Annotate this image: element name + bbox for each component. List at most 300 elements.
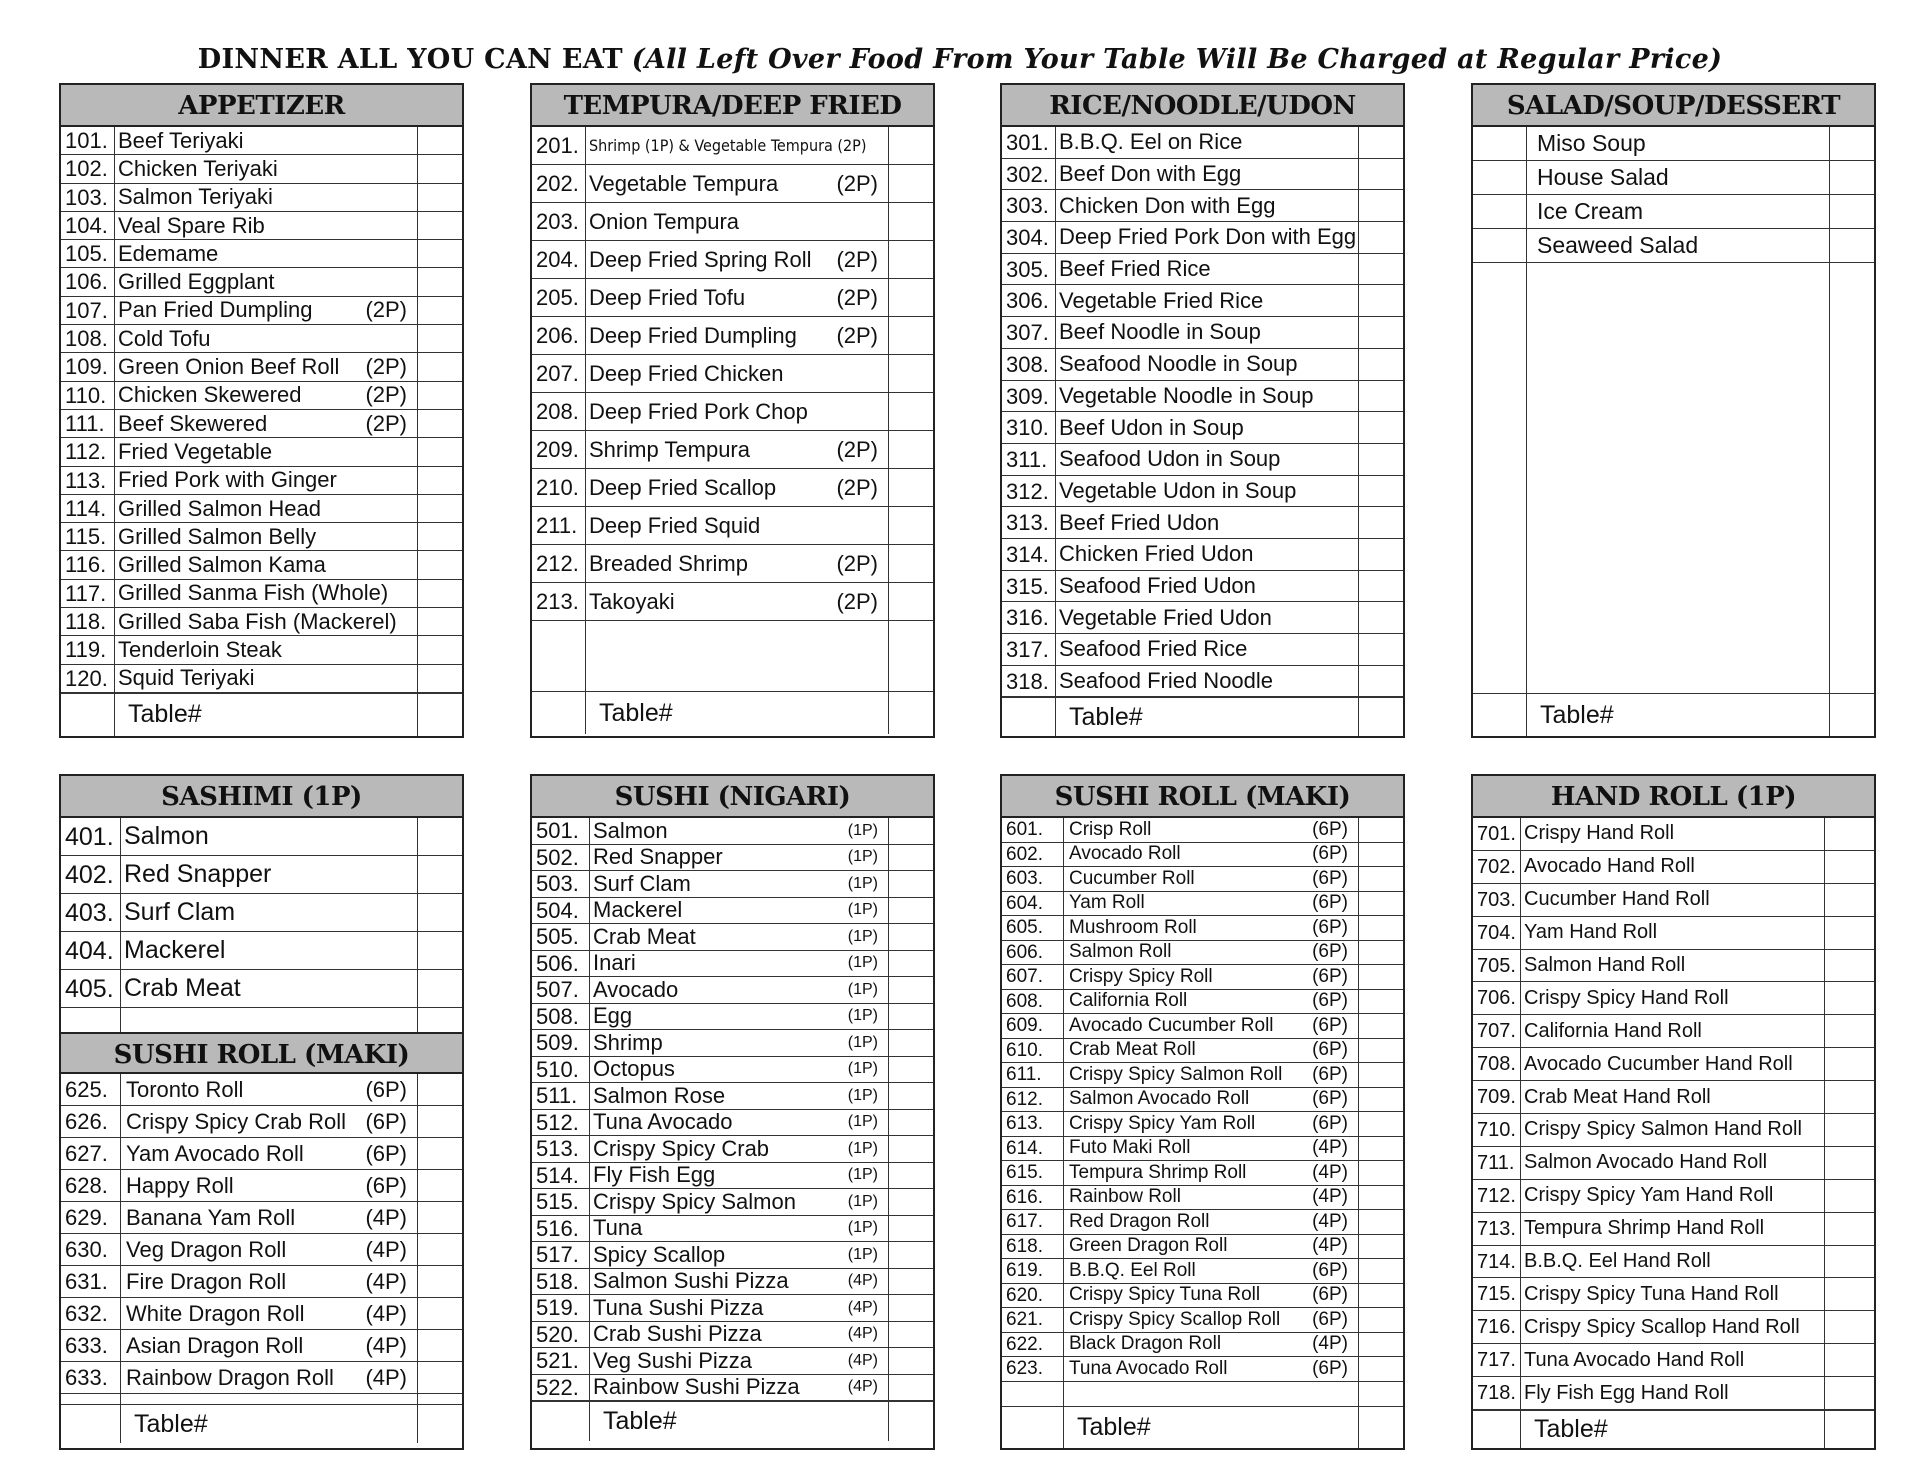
table-number-label[interactable]: Table#	[1069, 702, 1143, 731]
quantity-box[interactable]	[1824, 982, 1874, 1014]
item-number: 202.	[532, 165, 586, 202]
quantity-box[interactable]	[888, 1030, 933, 1056]
quantity-box[interactable]	[1824, 1180, 1874, 1212]
quantity-box[interactable]	[888, 924, 933, 950]
item-number: 520.	[532, 1322, 590, 1348]
menu-item-row	[1002, 317, 1403, 349]
salad-soup-dessert-panel	[1471, 83, 1876, 738]
table-number-label[interactable]: Table#	[599, 698, 673, 727]
quantity-box[interactable]	[417, 495, 462, 522]
item-name: Red Snapper	[124, 860, 272, 888]
menu-item-row	[1002, 1014, 1403, 1039]
quantity-box[interactable]	[888, 431, 933, 468]
item-portion: (2P)	[365, 297, 407, 323]
menu-item-row	[61, 325, 462, 353]
tempura-items	[532, 127, 933, 621]
menu-item-row	[1002, 843, 1403, 868]
table-number-box[interactable]	[1358, 698, 1403, 736]
quantity-box[interactable]	[1824, 818, 1874, 850]
table-number-box[interactable]	[417, 694, 462, 736]
item-name-cell	[121, 1234, 417, 1265]
menu-item-row	[532, 355, 933, 393]
item-number: 115.	[61, 523, 115, 550]
quantity-box[interactable]	[1824, 1311, 1874, 1343]
quantity-box[interactable]	[1358, 254, 1403, 285]
item-name-cell	[115, 240, 417, 267]
quantity-box[interactable]	[1358, 412, 1403, 443]
quantity-box[interactable]	[1358, 1063, 1403, 1087]
item-name: Tempura Shrimp Roll	[1069, 1161, 1247, 1183]
menu-item-row	[61, 1170, 462, 1202]
item-name-cell	[590, 898, 888, 924]
item-name: Beef Noodle in Soup	[1059, 319, 1261, 345]
menu-item-row	[532, 203, 933, 241]
item-number: 707.	[1473, 1015, 1521, 1047]
item-name-cell	[1521, 1048, 1824, 1080]
quantity-box[interactable]	[1358, 1284, 1403, 1308]
quantity-box[interactable]	[888, 279, 933, 316]
table-number-box[interactable]	[888, 692, 933, 734]
maki_left-items	[61, 1074, 462, 1394]
item-name: Tuna Avocado Roll	[1069, 1357, 1228, 1379]
item-name: Crispy Spicy Salmon Roll	[1069, 1063, 1283, 1085]
quantity-box[interactable]	[417, 212, 462, 239]
quantity-box[interactable]	[1358, 317, 1403, 348]
quantity-box[interactable]	[417, 1298, 462, 1329]
table-number-box[interactable]	[888, 1402, 933, 1441]
item-name: Shrimp (1P) & Vegetable Tempura (2P)	[589, 136, 867, 155]
quantity-box[interactable]	[1824, 1344, 1874, 1376]
quantity-box[interactable]	[1829, 127, 1874, 160]
quantity-box[interactable]	[1358, 1137, 1403, 1161]
quantity-box[interactable]	[1358, 222, 1403, 253]
quantity-box[interactable]	[1358, 1210, 1403, 1234]
quantity-box[interactable]	[1358, 507, 1403, 538]
quantity-box[interactable]	[888, 165, 933, 202]
menu-item-row	[532, 1295, 933, 1322]
item-number: 103.	[61, 184, 115, 211]
quantity-box[interactable]	[417, 467, 462, 494]
item-name: Red Dragon Roll	[1069, 1210, 1210, 1232]
menu-item-row	[532, 1216, 933, 1243]
quantity-box[interactable]	[1358, 941, 1403, 965]
quantity-box[interactable]	[417, 608, 462, 635]
item-name-cell	[115, 608, 417, 635]
quantity-box[interactable]	[1358, 843, 1403, 867]
item-name: Crab Meat	[593, 924, 696, 949]
quantity-box[interactable]	[888, 1242, 933, 1268]
quantity-box[interactable]	[888, 127, 933, 164]
quantity-box[interactable]	[888, 203, 933, 240]
menu-item-row	[1002, 412, 1403, 444]
quantity-box[interactable]	[417, 551, 462, 578]
menu-item-row	[532, 469, 933, 507]
menu-item-row	[532, 845, 933, 872]
menu-item-row	[532, 1083, 933, 1110]
quantity-box[interactable]	[1824, 884, 1874, 916]
item-portion: (4P)	[1312, 1137, 1348, 1159]
quantity-box[interactable]	[1358, 127, 1403, 158]
menu-item-row	[1002, 1063, 1403, 1088]
quantity-box[interactable]	[1358, 1112, 1403, 1136]
item-number: 509.	[532, 1030, 590, 1056]
quantity-box[interactable]	[1358, 602, 1403, 633]
quantity-box[interactable]	[888, 1189, 933, 1215]
quantity-box[interactable]	[1358, 1088, 1403, 1112]
item-name: Beef Fried Rice	[1059, 256, 1211, 282]
item-name: Edemame	[118, 240, 219, 266]
quantity-box[interactable]	[417, 1234, 462, 1265]
item-name: California Hand Roll	[1524, 1019, 1702, 1042]
quantity-box[interactable]	[888, 1348, 933, 1374]
menu-item-row	[532, 818, 933, 845]
quantity-box[interactable]	[1358, 916, 1403, 940]
item-name-cell	[121, 1138, 417, 1169]
quantity-box[interactable]	[1829, 229, 1874, 262]
menu-item-row	[532, 545, 933, 583]
quantity-box[interactable]	[1824, 1114, 1874, 1146]
item-number: 507.	[532, 977, 590, 1003]
table-number-label[interactable]: Table#	[128, 700, 202, 729]
item-name-cell	[590, 1295, 888, 1321]
item-name: B.B.Q. Eel on Rice	[1059, 129, 1243, 155]
menu-item-row	[61, 1138, 462, 1170]
table-number-label[interactable]: Table#	[603, 1407, 677, 1435]
quantity-box[interactable]	[417, 856, 462, 893]
table-number-label[interactable]: Table#	[134, 1409, 208, 1438]
quantity-box[interactable]	[1358, 867, 1403, 891]
item-name: Crispy Spicy Salmon Hand Roll	[1524, 1118, 1802, 1141]
menu-item-row	[61, 1074, 462, 1106]
quantity-box[interactable]	[888, 1083, 933, 1109]
item-number: 404.	[61, 932, 121, 969]
table-number-box[interactable]	[417, 1405, 462, 1443]
quantity-box[interactable]	[1824, 1278, 1874, 1310]
item-name-cell	[1527, 195, 1829, 228]
quantity-box[interactable]	[888, 951, 933, 977]
item-number: 607.	[1002, 965, 1064, 989]
item-name-cell	[1521, 1213, 1824, 1245]
item-name: Grilled Salmon Belly	[118, 523, 317, 549]
quantity-box[interactable]	[1358, 634, 1403, 665]
item-name-cell	[1064, 1014, 1358, 1038]
quantity-box[interactable]	[417, 1074, 462, 1105]
menu-item-row	[1002, 1357, 1403, 1382]
menu-item-row	[1473, 127, 1874, 161]
item-name-cell	[121, 970, 417, 1007]
item-portion: (1P)	[847, 1086, 878, 1104]
quantity-box[interactable]	[417, 970, 462, 1007]
quantity-box[interactable]	[1824, 851, 1874, 883]
quantity-box[interactable]	[417, 1138, 462, 1169]
quantity-box[interactable]	[417, 1106, 462, 1137]
item-name: Seafood Fried Noodle	[1059, 668, 1274, 694]
item-portion: (6P)	[1312, 1284, 1348, 1306]
quantity-box[interactable]	[417, 1266, 462, 1297]
item-name-cell	[1521, 1081, 1824, 1113]
item-portion: (6P)	[1312, 1088, 1348, 1110]
item-name-cell	[1064, 990, 1358, 1014]
quantity-box[interactable]	[1824, 1213, 1874, 1245]
item-name: Seafood Fried Rice	[1059, 636, 1248, 662]
quantity-box[interactable]	[417, 382, 462, 409]
quantity-box[interactable]	[888, 1375, 933, 1401]
quantity-box[interactable]	[1358, 1161, 1403, 1185]
quantity-box[interactable]	[1358, 1235, 1403, 1259]
quantity-box[interactable]	[1824, 1377, 1874, 1409]
quantity-box[interactable]	[888, 241, 933, 278]
item-name: Chicken Fried Udon	[1059, 541, 1254, 567]
quantity-box[interactable]	[1358, 285, 1403, 316]
item-name-cell	[121, 1362, 417, 1393]
item-name: Tuna	[593, 1215, 643, 1241]
quantity-box[interactable]	[888, 1269, 933, 1295]
quantity-box[interactable]	[1358, 892, 1403, 916]
item-portion: (4P)	[365, 1332, 407, 1358]
item-name: Mackerel	[593, 897, 683, 923]
quantity-box[interactable]	[417, 818, 462, 855]
quantity-box[interactable]	[417, 127, 462, 154]
table-number-label[interactable]: Table#	[1077, 1412, 1151, 1441]
item-name: Deep Fried Pork Don with Egg	[1059, 224, 1357, 250]
quantity-box[interactable]	[1358, 1308, 1403, 1332]
quantity-box[interactable]	[417, 155, 462, 182]
quantity-box[interactable]	[888, 818, 933, 844]
menu-item-row	[1002, 254, 1403, 286]
item-portion: (6P)	[365, 1172, 407, 1198]
quantity-box[interactable]	[1358, 381, 1403, 412]
item-number: 313.	[1002, 507, 1056, 538]
quantity-box[interactable]	[417, 1330, 462, 1361]
item-number: 110.	[61, 382, 115, 409]
item-name: Deep Fried Spring Roll	[589, 246, 812, 272]
quantity-box[interactable]	[888, 507, 933, 544]
menu-item-row	[1002, 867, 1403, 892]
item-name: Crispy Spicy Tuna Hand Roll	[1524, 1282, 1779, 1305]
item-number: 205.	[532, 279, 586, 316]
quantity-box[interactable]	[1358, 1186, 1403, 1210]
quantity-box[interactable]	[1824, 1246, 1874, 1278]
menu-item-row	[61, 155, 462, 183]
blank-row	[532, 621, 933, 691]
quantity-box[interactable]	[1829, 161, 1874, 194]
quantity-box[interactable]	[417, 184, 462, 211]
blank-name-cell	[1064, 1382, 1358, 1406]
quantity-box[interactable]	[1824, 917, 1874, 949]
item-portion: (2P)	[836, 474, 878, 500]
menu-item-row	[1473, 161, 1874, 195]
quantity-box[interactable]	[1824, 1147, 1874, 1179]
item-number: 605.	[1002, 916, 1064, 940]
item-portion: (4P)	[847, 1351, 878, 1369]
item-number: 117.	[61, 580, 115, 607]
quantity-box[interactable]	[1358, 539, 1403, 570]
quantity-box[interactable]	[1358, 444, 1403, 475]
menu-item-row	[1002, 381, 1403, 413]
quantity-box[interactable]	[888, 898, 933, 924]
quantity-box[interactable]	[888, 977, 933, 1003]
item-name: Deep Fried Scallop	[589, 474, 777, 500]
quantity-box[interactable]	[1824, 1015, 1874, 1047]
menu-item-row	[532, 1136, 933, 1163]
quantity-box[interactable]	[888, 393, 933, 430]
item-name-cell	[1521, 1114, 1824, 1146]
quantity-box[interactable]	[888, 1136, 933, 1162]
quantity-box[interactable]	[888, 845, 933, 871]
menu-item-row	[1473, 1048, 1874, 1081]
quantity-box[interactable]	[417, 932, 462, 969]
quantity-box[interactable]	[417, 240, 462, 267]
quantity-box[interactable]	[1358, 1259, 1403, 1283]
quantity-box[interactable]	[417, 353, 462, 380]
item-name: Veg Sushi Pizza	[593, 1348, 752, 1373]
item-name-cell	[590, 1189, 888, 1215]
item-number: 628.	[61, 1170, 121, 1201]
menu-item-row	[532, 1057, 933, 1084]
quantity-box[interactable]	[888, 355, 933, 392]
item-number	[1473, 127, 1527, 160]
quantity-box[interactable]	[417, 636, 462, 663]
item-name: Cucumber Hand Roll	[1524, 888, 1710, 911]
item-name-cell	[590, 1322, 888, 1348]
quantity-box[interactable]	[417, 1362, 462, 1393]
item-name: Salmon Avocado Hand Roll	[1524, 1151, 1768, 1174]
menu-item-row	[61, 1266, 462, 1298]
menu-item-row	[61, 894, 462, 932]
item-name-cell	[586, 545, 888, 582]
quantity-box[interactable]	[417, 665, 462, 692]
quantity-box[interactable]	[1829, 195, 1874, 228]
item-name-cell	[1064, 1161, 1358, 1185]
item-name: Inari	[593, 950, 636, 976]
quantity-box[interactable]	[417, 894, 462, 931]
quantity-box[interactable]	[1358, 1014, 1403, 1038]
quantity-box[interactable]	[888, 871, 933, 897]
quantity-box[interactable]	[1824, 950, 1874, 982]
quantity-box[interactable]	[1358, 1039, 1403, 1063]
item-name-cell	[590, 845, 888, 871]
item-name-cell	[115, 438, 417, 465]
quantity-box[interactable]	[888, 545, 933, 582]
quantity-box[interactable]	[1824, 1048, 1874, 1080]
quantity-box[interactable]	[1358, 1357, 1403, 1381]
salad-table-number-row	[1473, 693, 1874, 736]
quantity-box[interactable]	[888, 469, 933, 506]
quantity-box[interactable]	[417, 438, 462, 465]
item-number: 614.	[1002, 1137, 1064, 1161]
blank-box-cell	[1829, 263, 1874, 693]
quantity-box[interactable]	[417, 297, 462, 324]
item-number: 515.	[532, 1189, 590, 1215]
item-name-cell	[1521, 982, 1824, 1014]
quantity-box[interactable]	[1358, 990, 1403, 1014]
menu-item-row	[1002, 634, 1403, 666]
item-number: 608.	[1002, 990, 1064, 1014]
table-number-box[interactable]	[1824, 1411, 1874, 1448]
item-number: 112.	[61, 438, 115, 465]
item-name-cell	[586, 279, 888, 316]
item-name-cell	[1056, 412, 1358, 443]
item-name-cell	[586, 355, 888, 392]
item-name: Tempura Shrimp Hand Roll	[1524, 1217, 1765, 1240]
quantity-box[interactable]	[1358, 476, 1403, 507]
item-number: 506.	[532, 951, 590, 977]
menu-item-row	[1002, 1333, 1403, 1358]
quantity-box[interactable]	[888, 317, 933, 354]
item-number: 710.	[1473, 1114, 1521, 1146]
quantity-box[interactable]	[417, 580, 462, 607]
quantity-box[interactable]	[1358, 666, 1403, 697]
quantity-box[interactable]	[417, 410, 462, 437]
quantity-box[interactable]	[888, 1295, 933, 1321]
table-number-box[interactable]	[1829, 694, 1874, 736]
quantity-box[interactable]	[417, 1170, 462, 1201]
item-portion: (4P)	[847, 1272, 878, 1290]
quantity-box[interactable]	[888, 1322, 933, 1348]
item-number: 114.	[61, 495, 115, 522]
item-number: 116.	[61, 551, 115, 578]
menu-item-row	[61, 551, 462, 579]
table-number-label[interactable]: Table#	[1540, 700, 1614, 729]
item-number: 630.	[61, 1234, 121, 1265]
quantity-box[interactable]	[888, 1004, 933, 1030]
item-name-cell	[1064, 1137, 1358, 1161]
quantity-box[interactable]	[1358, 190, 1403, 221]
menu-title-main: DINNER ALL YOU CAN EAT	[197, 44, 623, 75]
menu-item-row	[1002, 127, 1403, 159]
quantity-box[interactable]	[888, 1216, 933, 1242]
quantity-box[interactable]	[1824, 1081, 1874, 1113]
quantity-box[interactable]	[1358, 818, 1403, 842]
quantity-box[interactable]	[1358, 1333, 1403, 1357]
item-name: Crispy Spicy Yam Roll	[1069, 1112, 1256, 1134]
rice-header: RICE/NOODLE/UDON	[1002, 85, 1403, 127]
quantity-box[interactable]	[417, 523, 462, 550]
quantity-box[interactable]	[888, 1163, 933, 1189]
item-name-cell	[1521, 884, 1824, 916]
table-number-label[interactable]: Table#	[1534, 1415, 1608, 1444]
blank-row	[1002, 1382, 1403, 1406]
quantity-box[interactable]	[888, 583, 933, 620]
quantity-box[interactable]	[1358, 159, 1403, 190]
item-portion: (1P)	[847, 980, 878, 998]
item-name: Crispy Spicy Hand Roll	[1524, 986, 1729, 1009]
quantity-box[interactable]	[1358, 349, 1403, 380]
table-number-box[interactable]	[1358, 1407, 1403, 1448]
item-name: Rainbow Dragon Roll	[126, 1364, 334, 1390]
item-number: 611.	[1002, 1063, 1064, 1087]
item-portion: (6P)	[1312, 843, 1348, 865]
quantity-box[interactable]	[417, 1202, 462, 1233]
menu-item-row	[532, 1030, 933, 1057]
quantity-box[interactable]	[888, 1057, 933, 1083]
item-name: Egg	[593, 1003, 633, 1029]
maki_left-header: SUSHI ROLL (MAKI)	[61, 1032, 462, 1074]
menu-item-row	[532, 898, 933, 925]
menu-item-row	[1002, 1308, 1403, 1333]
quantity-box[interactable]	[1358, 571, 1403, 602]
menu-item-row	[61, 970, 462, 1008]
quantity-box[interactable]	[417, 325, 462, 352]
quantity-box[interactable]	[417, 268, 462, 295]
item-name: Salmon Hand Roll	[1524, 954, 1686, 976]
quantity-box[interactable]	[1358, 965, 1403, 989]
item-name: Cucumber Roll	[1069, 867, 1195, 889]
quantity-box[interactable]	[888, 1110, 933, 1136]
item-name-cell	[1521, 1377, 1824, 1409]
item-name: Pan Fried Dumpling	[118, 297, 313, 323]
item-number: 517.	[532, 1242, 590, 1268]
